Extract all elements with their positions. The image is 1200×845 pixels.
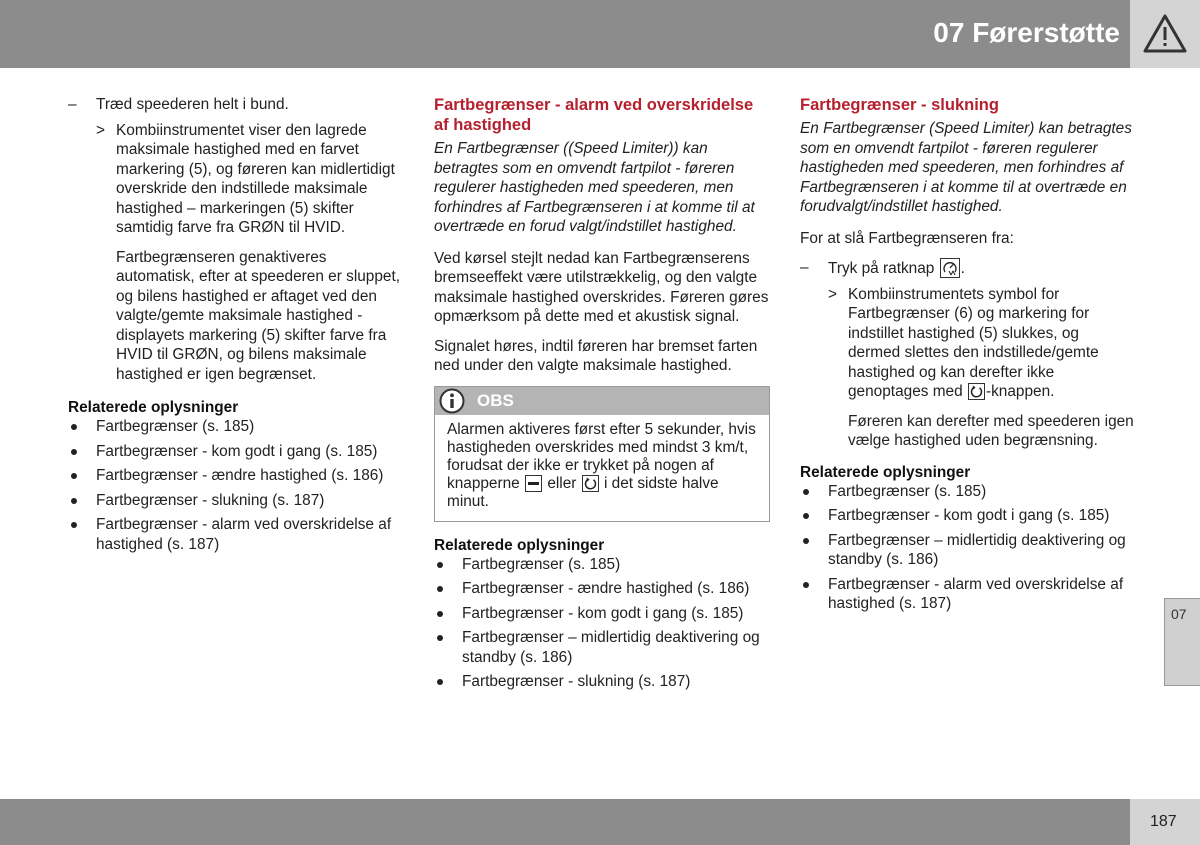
- result-continuation: Fartbegrænseren genaktiveres automatisk, efter at speederen er sluppet, og bilens hastighed er aftaget ved den valgte/gemte maksimale hastighed - displayets markering (5) skifter farve fra HVID til GRØN, og bilens maksimale hastighed er igen begrænset.: [116, 248, 401, 383]
- column-right: [800, 95, 1135, 619]
- step-result: [68, 121, 408, 238]
- bullet: [803, 538, 809, 544]
- footer-bar: [0, 799, 1130, 845]
- column-middle: [434, 95, 770, 697]
- related-link[interactable]: Fartbegrænser – midlertidig deaktivering og standby (s. 186): [434, 628, 770, 667]
- related-link[interactable]: Fartbegrænser - slukning (s. 187): [68, 491, 408, 511]
- resume-button-icon: [968, 383, 985, 400]
- bullet: [803, 489, 809, 495]
- related-link[interactable]: Fartbegrænser (s. 185): [434, 555, 770, 575]
- dash-marker: –: [68, 96, 77, 113]
- obs-label: OBS: [477, 390, 514, 410]
- speed-limiter-button-icon: [940, 258, 960, 278]
- step-result: > Kombiinstrumentets symbol for Fartbegrænser (6) og markering for indstillet hastighed (5) slukkes, og dermed slettes den indstillede/gemte hastighed og kan derefter ikke genoptages med -knappen.: [828, 285, 1099, 400]
- related-link[interactable]: Fartbegrænser - ændre hastighed (s. 186): [434, 579, 770, 599]
- side-tab-label: 07: [1171, 606, 1187, 622]
- column-left: [68, 95, 408, 559]
- chapter-side-tab: [1164, 598, 1200, 686]
- step-text: Træd speederen helt i bund.: [96, 96, 289, 113]
- page-number: 187: [1150, 813, 1177, 830]
- section-intro: En Fartbegrænser ((Speed Limiter)) kan betragtes som en omvendt fartpilot - føreren regulerer hastigheden med speederen, men forhindres af Fartbegrænseren i at komme til at overtræde en forud valgt/indstillet hastighed.: [434, 140, 755, 235]
- bullet: [437, 586, 443, 592]
- related-heading: Relaterede oplysninger: [68, 399, 239, 416]
- paragraph: Signalet høres, indtil føreren har bremset farten ned under den valgte maksimale hastighed.: [434, 337, 758, 374]
- bullet: [71, 473, 77, 479]
- section-intro: En Fartbegrænser (Speed Limiter) kan betragtes som en omvendt fartpilot - føreren regulerer hastigheden med speederen, men forhindres af Fartbegrænseren i at komme til at overtræde en forudvalgt/indstillet hastighed.: [800, 120, 1132, 215]
- result-marker: >: [96, 121, 105, 139]
- instruction-step: [68, 95, 408, 115]
- section-heading: Fartbegrænser - alarm ved overskridelse af hastighed: [434, 96, 754, 134]
- bullet: [437, 679, 443, 685]
- related-heading: Relaterede oplysninger: [434, 536, 605, 554]
- related-link[interactable]: Fartbegrænser – midlertidig deaktivering og standby (s. 186): [800, 531, 1135, 570]
- related-link[interactable]: Fartbegrænser - kom godt i gang (s. 185): [434, 604, 770, 624]
- related-link[interactable]: Fartbegrænser - kom godt i gang (s. 185): [68, 442, 408, 462]
- chapter-title: 07 Førerstøtte: [933, 17, 1120, 48]
- result-continuation: Føreren kan derefter med speederen igen vælge hastighed uden begrænsning.: [848, 412, 1134, 449]
- related-link[interactable]: Fartbegrænser - slukning (s. 187): [434, 672, 770, 692]
- paragraph: Ved kørsel stejlt nedad kan Fartbegrænserens bremseeffekt være utilstrækkelig, og den valgte maksimale hastighed overskrides. Føreren gøres opmærksom på dette med et akustisk signal.: [434, 249, 769, 325]
- section-heading: Fartbegrænser - slukning: [800, 96, 999, 114]
- obs-body: Alarmen aktiveres først efter 5 sekunder, hvis hastigheden overskrides med mindst 3 km/t, forudsat der ikke er trykket på nogen af knapperne eller i det sidste halve minut.: [447, 420, 756, 510]
- bullet: [437, 562, 443, 568]
- related-link[interactable]: Fartbegrænser (s. 185): [800, 482, 1135, 502]
- bullet: [71, 522, 77, 528]
- bullet: [437, 635, 443, 641]
- result-marker: >: [828, 285, 837, 303]
- related-link[interactable]: Fartbegrænser - ændre hastighed (s. 186): [68, 466, 408, 486]
- minus-button-icon: [525, 475, 542, 492]
- obs-note-box: [434, 386, 770, 522]
- paragraph: For at slå Fartbegrænseren fra:: [800, 229, 1014, 247]
- instruction-step: – Tryk på ratknap .: [800, 259, 965, 277]
- related-link[interactable]: Fartbegrænser - kom godt i gang (s. 185): [800, 506, 1135, 526]
- bullet: [437, 611, 443, 617]
- obs-header: [435, 387, 769, 415]
- bullet: [803, 582, 809, 588]
- info-icon: [437, 387, 467, 415]
- related-list: [800, 482, 1135, 614]
- dash-marker: –: [800, 259, 809, 276]
- result-text: Kombiinstrumentet viser den lagrede maksimale hastighed med en farvet markering (5), og føreren kan midlertidigt overskride den indstillede maksimale hastighed – markeringen (5) skifter samtidig farve fra GRØN til HVID.: [116, 121, 395, 236]
- related-link[interactable]: Fartbegrænser (s. 185): [68, 417, 408, 437]
- related-list: [434, 555, 770, 692]
- related-link[interactable]: Fartbegrænser - alarm ved overskridelse af hastighed (s. 187): [68, 515, 408, 554]
- bullet: [71, 498, 77, 504]
- bullet: [803, 513, 809, 519]
- related-list: [68, 417, 408, 554]
- bullet: [71, 424, 77, 430]
- related-link[interactable]: Fartbegrænser - alarm ved overskridelse af hastighed (s. 187): [800, 575, 1135, 614]
- related-heading: Relaterede oplysninger: [800, 463, 971, 481]
- warning-box: [1130, 0, 1200, 68]
- warning-triangle-icon: [1142, 13, 1188, 55]
- bullet: [71, 449, 77, 455]
- resume-button-icon: [582, 475, 599, 492]
